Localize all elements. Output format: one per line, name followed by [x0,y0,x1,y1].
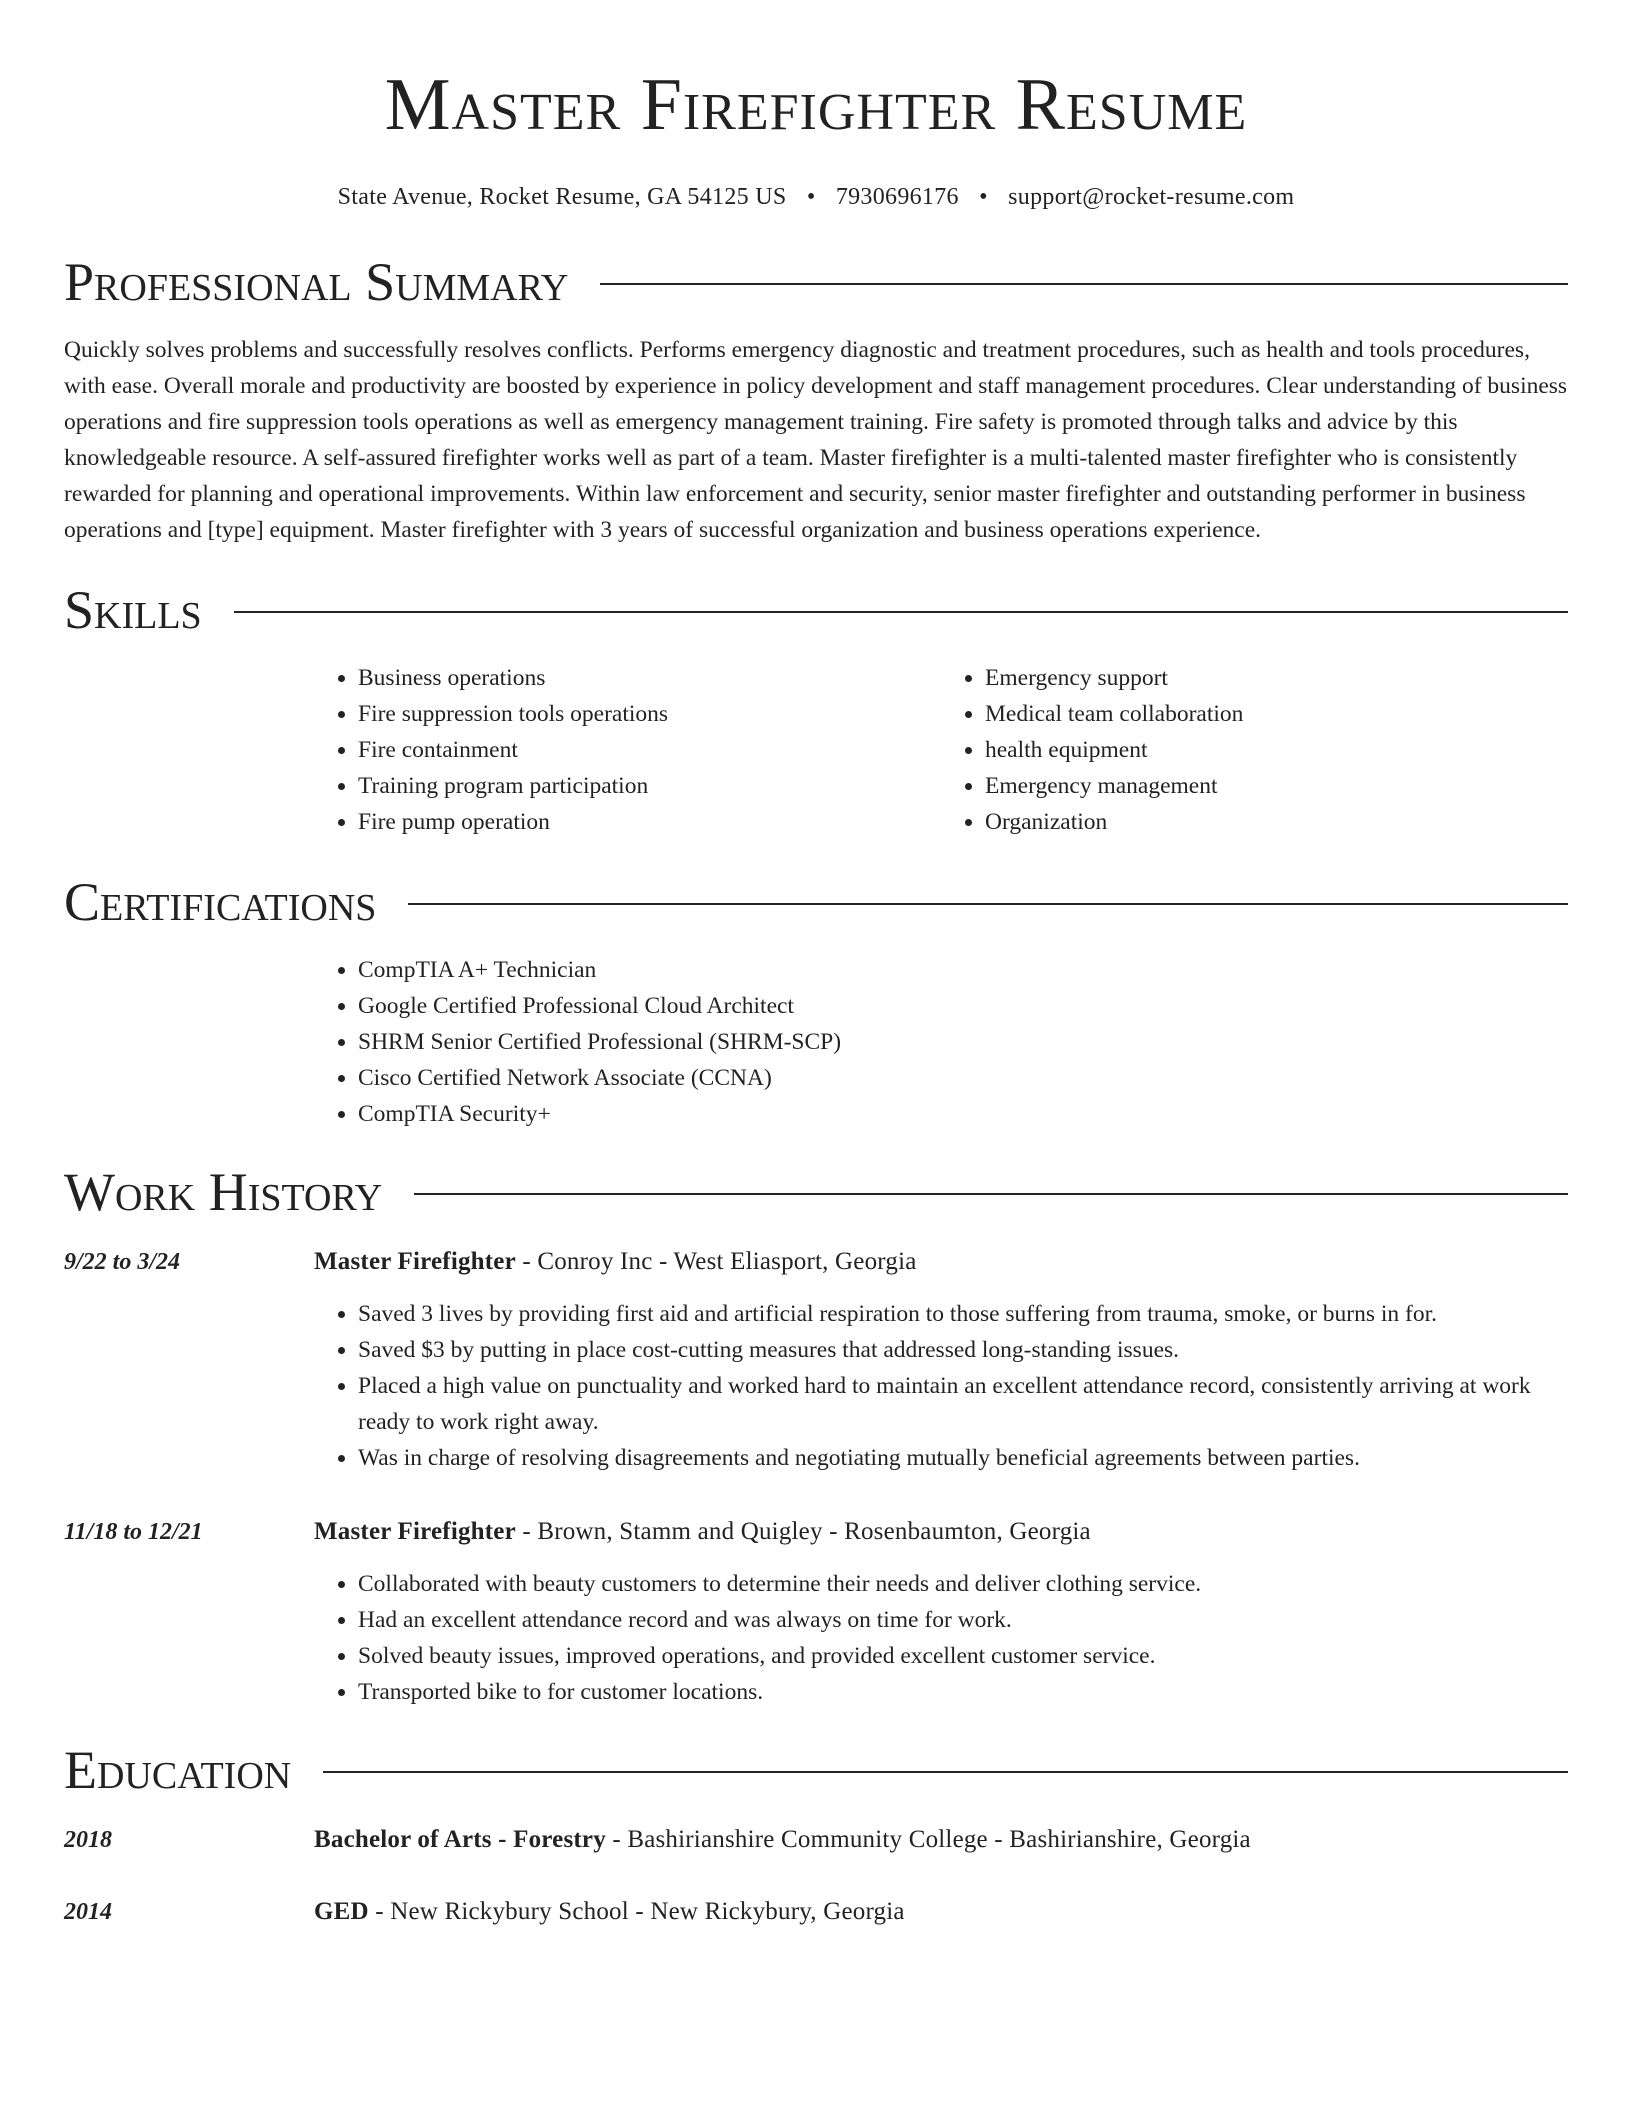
education-entry-body [314,1894,1568,1930]
summary-text: Quickly solves problems and successfully resolves conflicts. Performs emergency diagnostic and treatment procedures, such as health and tools procedures, with ease. Overall morale and productivity are boosted by experience in policy development and staff management procedures. Clear understanding of business operations and fire suppression tools operations as well as emergency management training. Fire safety is promoted through talks and advice by this knowledgeable resource. A self-assured firefighter works well as part of a team. Master firefighter is a multi-talented master firefighter who is consistently rewarded for planning and operational improvements. Within law enforcement and security, senior master firefighter and outstanding performer in business operations and [type] equipment. Master firefighter with 3 years of successful organization and business operations experience. [64,337,1568,543]
skill-item: • Fire containment [358,732,941,768]
education-section-header [64,1740,1568,1800]
skill-item: • Fire suppression tools operations [358,696,941,732]
work-entry-body [314,1514,1568,1710]
certification-item: • Cisco Certified Network Associate (CCNA) [358,1060,1568,1096]
certifications-block [314,952,1568,1132]
work-entry-body [314,1244,1568,1476]
education-year: 2018 [64,1827,112,1853]
education-year: 2014 [64,1899,112,1925]
resume-title: Master Firefighter Resume [384,64,1248,146]
email: support@rocket-resume.com [1008,184,1295,210]
job-details: - Brown, Stamm and Quigley - Rosenbaumton, Georgia [515,1518,1091,1545]
job-title: Master Firefighter [314,1518,516,1545]
certifications-section-header [64,872,1568,932]
education-title-line [314,1894,1568,1930]
skill-item: • Emergency management [985,768,1568,804]
work-entry [64,1514,1568,1710]
work-bullet: • Collaborated with beauty customers to determine their needs and deliver clothing service. [358,1566,1568,1602]
work-title-line [314,1244,1568,1280]
section-divider [323,1771,1568,1773]
summary-heading: Professional Summary [64,252,569,312]
work-section-header [64,1162,1568,1222]
work-dates: 11/18 to 12/21 [64,1519,203,1545]
work-bullet: • Had an excellent attendance record and was always on time for work. [358,1602,1568,1638]
separator-dot: • [806,184,816,210]
work-bullet: • Solved beauty issues, improved operations, and provided excellent customer service. [358,1638,1568,1674]
education-entry [64,1822,1568,1858]
certification-item: • SHRM Senior Certified Professional (SHRM-SCP) [358,1024,1568,1060]
work-bullets [314,1566,1568,1710]
summary-section-header [64,252,1568,312]
skill-item: • Business operations [358,660,941,696]
skills-list-left [314,660,941,840]
work-bullets [314,1296,1568,1476]
skill-item: • Organization [985,804,1568,840]
section-divider [234,611,1568,613]
work-title-line [314,1514,1568,1550]
section-divider [600,283,1568,285]
skill-item: • Emergency support [985,660,1568,696]
job-title: Master Firefighter [314,1248,516,1275]
certifications-list [314,952,1568,1132]
work-bullet: • Transported bike to for customer locations. [358,1674,1568,1710]
work-dates: 9/22 to 3/24 [64,1249,181,1275]
education-entry [64,1894,1568,1930]
work-entry [64,1244,1568,1476]
degree: Bachelor of Arts - Forestry [314,1826,606,1853]
skills-heading: Skills [64,580,202,640]
address: State Avenue, Rocket Resume, GA 54125 US [337,184,787,210]
contact-line [64,180,1568,214]
work-bullet: • Placed a high value on punctuality and worked hard to maintain an excellent attendance record, consistently arriving at work ready to work right away. [358,1368,1568,1440]
separator-dot: • [979,184,988,210]
work-bullet: • Was in charge of resolving disagreements and negotiating mutually beneficial agreements between parties. [358,1440,1568,1476]
school-details: - New Rickybury School - New Rickybury, Georgia [368,1898,905,1925]
skills-list-right [941,660,1568,840]
job-details: - Conroy Inc - West Eliasport, Georgia [515,1248,917,1275]
education-entry-body [314,1822,1568,1858]
section-divider [414,1193,1568,1195]
skill-item: • Training program participation [358,768,941,804]
section-divider [408,903,1568,905]
certification-item: • Google Certified Professional Cloud Architect [358,988,1568,1024]
education-heading: Education [64,1740,292,1800]
education-title-line [314,1822,1568,1858]
degree: GED [314,1898,369,1925]
certification-item: • CompTIA A+ Technician [358,952,1568,988]
school-details: - Bashirianshire Community College - Bashirianshire, Georgia [605,1826,1251,1853]
skill-item: • Medical team collaboration [985,696,1568,732]
work-bullet: • Saved $3 by putting in place cost-cutting measures that addressed long-standing issues. [358,1332,1568,1368]
skill-item: • Fire pump operation [358,804,941,840]
skill-item: • health equipment [985,732,1568,768]
certifications-heading: Certifications [64,872,377,932]
certification-item: • CompTIA Security+ [358,1096,1568,1132]
skills-grid [314,660,1568,840]
skills-section-header [64,580,1568,640]
work-heading: Work History [64,1162,383,1222]
phone: 7930696176 [835,184,959,210]
work-bullet: • Saved 3 lives by providing first aid and artificial respiration to those suffering from trauma, smoke, or burns in for. [358,1296,1568,1332]
